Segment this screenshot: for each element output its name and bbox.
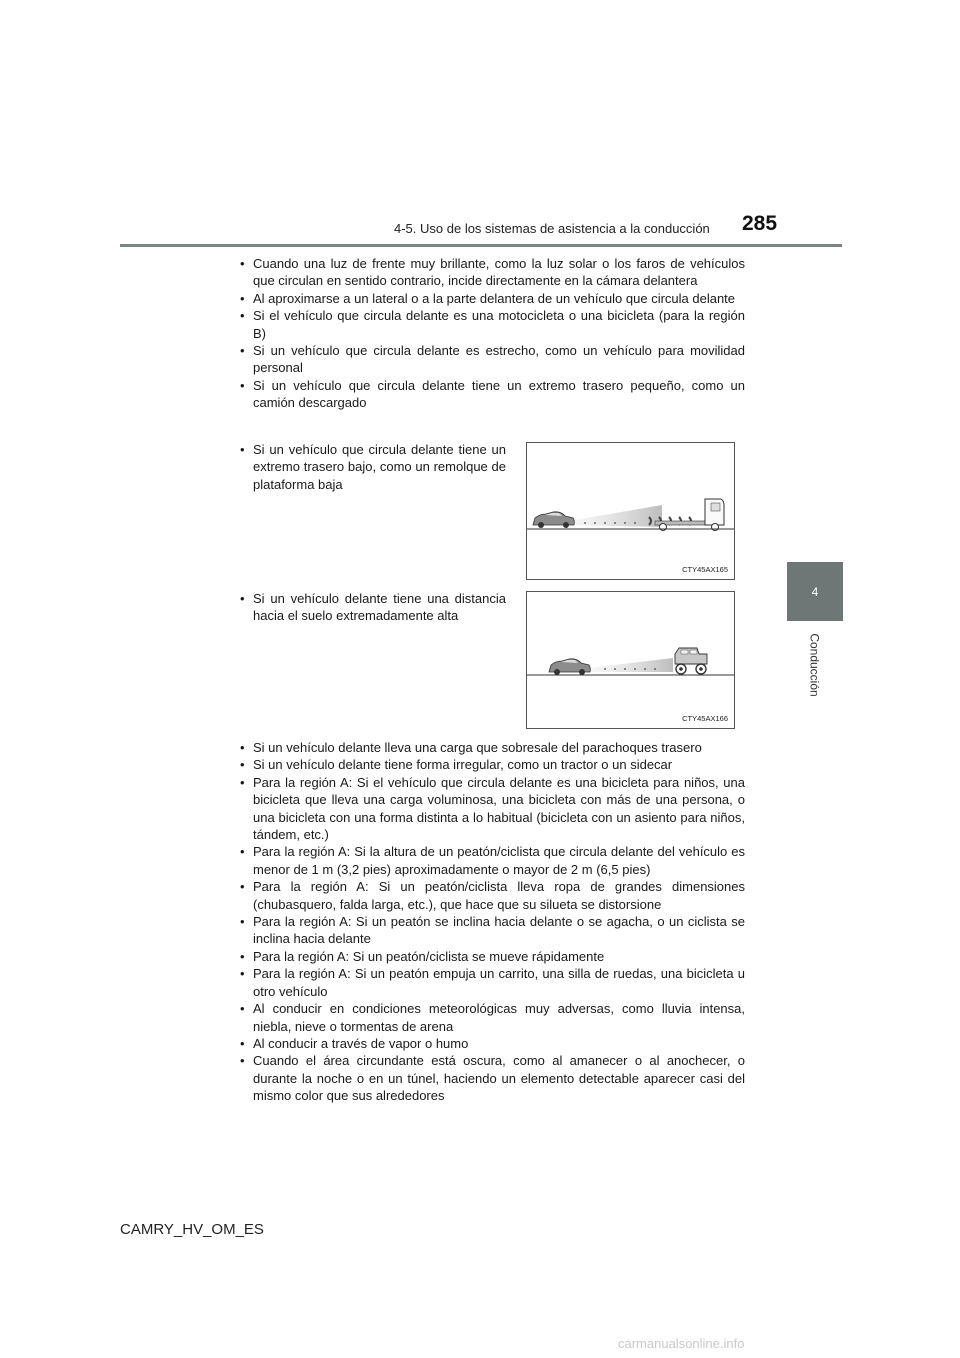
chapter-number: 4 bbox=[811, 584, 819, 599]
model-code: CAMRY_HV_OM_ES bbox=[120, 1221, 264, 1238]
list-item: • Para la región A: Si un peatón/ciclista lleva ropa de grandes dimensiones (chubasquero, falda larga, etc.), que hace que su silueta se distorsione bbox=[240, 878, 745, 913]
watermark: carmanualsonline.info bbox=[618, 1336, 745, 1351]
figure-bullet-2 bbox=[240, 590, 506, 625]
high-suv-icon bbox=[675, 648, 707, 674]
list-item: • Al conducir a través de vapor o humo bbox=[240, 1035, 745, 1052]
list-item: • Para la región A: Si un peatón/ciclista se mueve rápidamente bbox=[240, 948, 745, 965]
list-item: • Para la región A: Si un peatón empuja un carrito, una silla de ruedas, una bicicleta u otro vehículo bbox=[240, 965, 745, 1000]
chapter-tab[interactable] bbox=[787, 562, 843, 621]
figure-code: CTY45AX166 bbox=[682, 714, 728, 723]
list-item: • Si un vehículo que circula delante es estrecho, como un vehículo para movilidad personal bbox=[240, 342, 745, 377]
list-item: • Si un vehículo delante tiene una distancia hacia el suelo extremadamente alta bbox=[240, 590, 506, 625]
figure-low-trailer bbox=[526, 442, 735, 580]
figure-high-clearance bbox=[526, 591, 735, 729]
car-icon bbox=[549, 659, 590, 675]
header-divider bbox=[120, 244, 842, 247]
list-item: • Para la región A: Si la altura de un peatón/ciclista que circula delante del vehículo es menor de 1 m (3,2 pies) aproximadamente o mayor de 2 m (6,5 pies) bbox=[240, 843, 745, 878]
detection-beam-icon bbox=[589, 658, 673, 672]
list-item: • Si un vehículo que circula delante tiene un extremo trasero bajo, como un remolque de plataforma baja bbox=[240, 441, 506, 493]
figure-code: CTY45AX165 bbox=[682, 565, 728, 574]
top-bullet-list bbox=[240, 255, 745, 412]
page-number: 285 bbox=[742, 212, 778, 235]
list-item: • Para la región A: Si el vehículo que circula delante es una bicicleta para niños, una bicicleta que lleva una carga voluminosa, una bicicleta con más de una persona, o una bicicleta con una forma distinta a lo habitual (bicicleta con un asiento para niños, tándem, etc.) bbox=[240, 774, 745, 844]
list-item: • Si un vehículo delante lleva una carga que sobresale del parachoques trasero bbox=[240, 739, 745, 756]
figure-bullet-1 bbox=[240, 441, 506, 493]
list-item: • Al conducir en condiciones meteorológicas muy adversas, como lluvia intensa, niebla, nieve o tormentas de arena bbox=[240, 1000, 745, 1035]
chapter-label: Conducción bbox=[808, 633, 822, 697]
chapter-label-container bbox=[780, 630, 850, 700]
figure-illustration bbox=[527, 592, 734, 728]
list-item: • Si el vehículo que circula delante es una motocicleta o una bicicleta (para la región B) bbox=[240, 307, 745, 342]
truck-icon bbox=[655, 499, 724, 531]
car-icon bbox=[533, 512, 574, 528]
list-item: • Si un vehículo que circula delante tiene un extremo trasero pequeño, como un camión descargado bbox=[240, 377, 745, 412]
list-item: • Cuando el área circundante está oscura, como al amanecer o al anochecer, o durante la noche o en un túnel, haciendo un elemento detectable aparecer casi del mismo color que sus alrededores bbox=[240, 1052, 745, 1104]
section-title: 4-5. Uso de los sistemas de asistencia a la conducción bbox=[394, 221, 710, 236]
list-item: • Cuando una luz de frente muy brillante, como la luz solar o los faros de vehículos que circulan en sentido contrario, incide directamente en la cámara delantera bbox=[240, 255, 745, 290]
bottom-bullet-list bbox=[240, 739, 745, 1105]
list-item: • Al aproximarse a un lateral o a la parte delantera de un vehículo que circula delante bbox=[240, 290, 745, 307]
figure-illustration bbox=[527, 443, 734, 579]
list-item: • Para la región A: Si un peatón se inclina hacia delante o se agacha, o un ciclista se inclina hacia delante bbox=[240, 913, 745, 948]
list-item: • Si un vehículo delante tiene forma irregular, como un tractor o un sidecar bbox=[240, 756, 745, 773]
